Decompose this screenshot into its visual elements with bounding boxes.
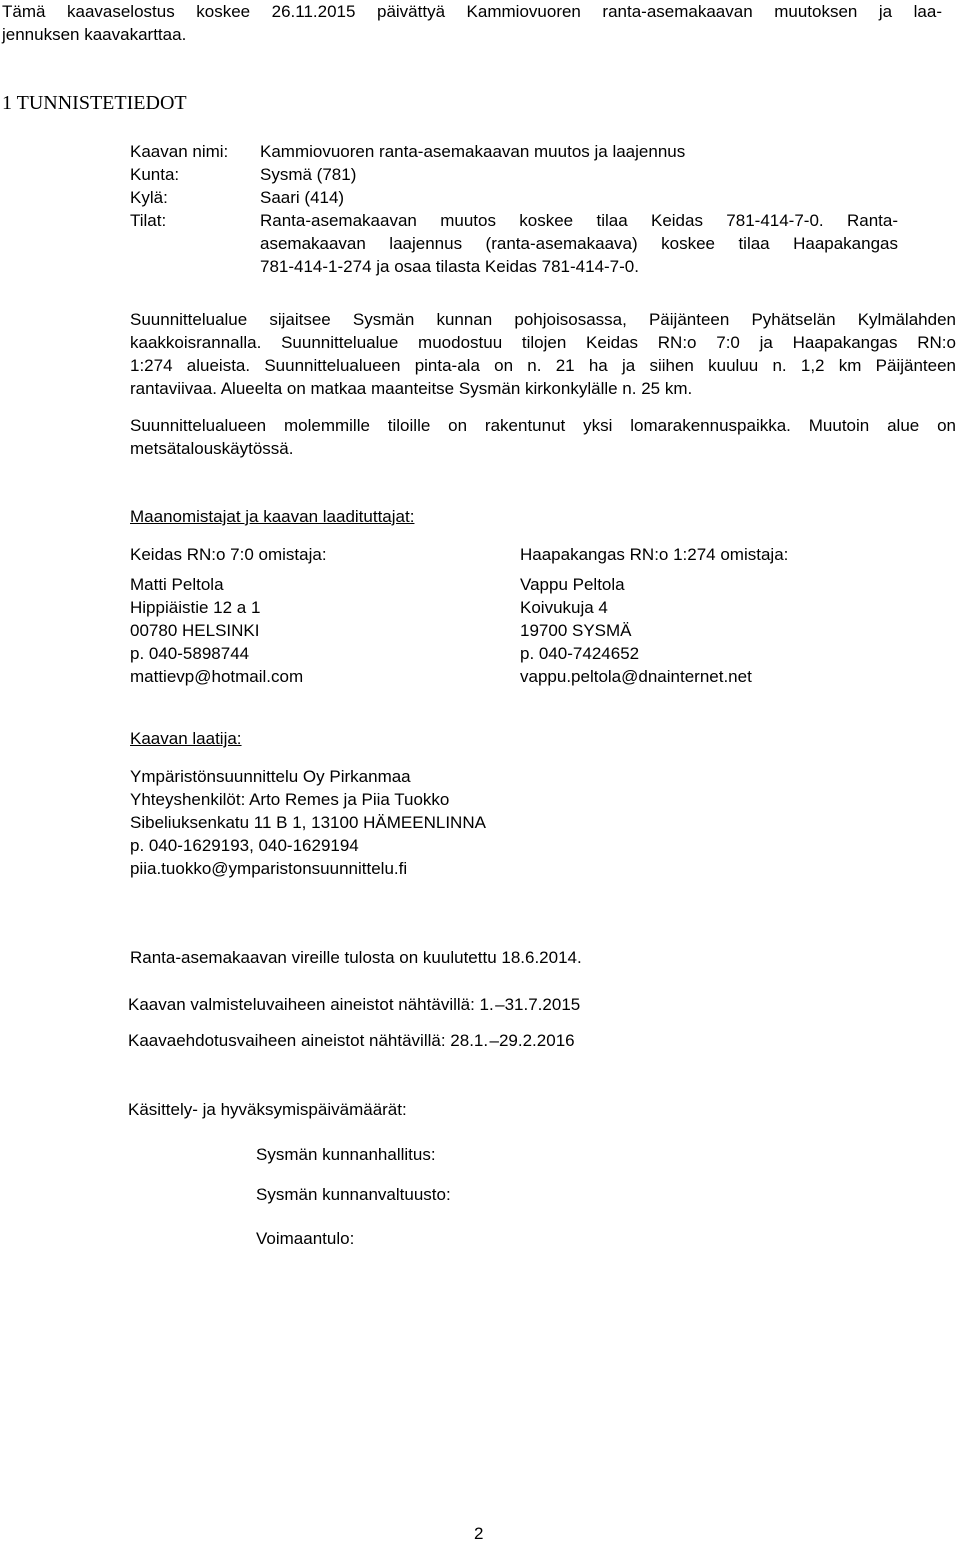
owners-heading: Maanomistajat ja kaavan laadituttajat: — [130, 507, 415, 526]
owner-left-email: mattievp@hotmail.com — [130, 667, 304, 686]
owner-right-phone: p. 040-7424652 — [520, 644, 640, 663]
ident-village-value: Saari (414) — [260, 188, 345, 207]
estates-line-2: asemakaavan laajennus (ranta-asemakaava) koskee tilaa Haapakangas — [260, 234, 898, 253]
ident-name-label: Kaavan nimi: — [130, 142, 229, 161]
author-email: piia.tuokko@ymparistonsuunnittelu.fi — [130, 859, 408, 878]
location-line-2: kaakkoisrannalla. Suunnittelualue muodostuu tilojen Keidas RN:o 7:0 ja Haapakangas RN:o — [130, 333, 956, 352]
owner-right-city: 19700 SYSMÄ — [520, 621, 632, 640]
section-heading: 1 TUNNISTETIEDOT — [2, 92, 187, 114]
location-line-3: 1:274 alueista. Suunnittelualueen pinta-ala on n. 21 ha ja siihen kuuluu n. 1,2 km Päijänteen — [130, 356, 956, 375]
estates-line-3: 781-414-1-274 ja osaa tilasta Keidas 781-414-7-0. — [260, 257, 639, 276]
author-phone: p. 040-1629193, 040-1629194 — [130, 836, 359, 855]
land-use-line-1: Suunnittelualueen molemmille tiloille on rakentunut yksi lomarakennuspaikka. Muutoin alue on — [130, 416, 956, 435]
approval-board: Sysmän kunnanhallitus: — [256, 1145, 436, 1164]
author-contacts: Yhteyshenkilöt: Arto Remes ja Piia Tuokko — [130, 790, 450, 809]
page-number: 2 — [474, 1524, 484, 1543]
owner-left-name: Matti Peltola — [130, 575, 224, 594]
estates-line-1: Ranta-asemakaavan muutos koskee tilaa Keidas 781-414-7-0. Ranta- — [260, 211, 898, 230]
ident-municipality-value: Sysmä (781) — [260, 165, 357, 184]
location-paragraph — [130, 308, 956, 400]
owner-right-email: vappu.peltola@dnainternet.net — [520, 667, 752, 686]
ident-name-value: Kammiovuoren ranta-asemakaavan muutos ja laajennus — [260, 142, 686, 161]
owner-right-title: Haapakangas RN:o 1:274 omistaja: — [520, 545, 789, 564]
author-company: Ympäristönsuunnittelu Oy Pirkanmaa — [130, 767, 411, 786]
location-line-1: Suunnittelualue sijaitsee Sysmän kunnan pohjoisosassa, Päijänteen Pyhätselän Kylmälahden — [130, 310, 956, 329]
land-use-line-2: metsätalouskäytössä. — [130, 439, 294, 458]
intro-paragraph — [2, 0, 942, 46]
ident-municipality-label: Kunta: — [130, 165, 180, 184]
process-announced: Ranta-asemakaavan vireille tulosta on kuulutettu 18.6.2014. — [130, 948, 582, 967]
intro-line-1: Tämä kaavaselostus koskee 26.11.2015 päivättyä Kammiovuoren ranta-asemakaavan muutoksen ja laa- — [2, 2, 942, 21]
process-proposal: Kaavaehdotusvaiheen aineistot nähtävillä: 28.1. –29.2.2016 — [128, 1031, 575, 1050]
approval-council: Sysmän kunnanvaltuusto: — [256, 1185, 451, 1204]
location-line-4: rantaviivaa. Alueelta on matkaa maanteitse Sysmän kirkonkylälle n. 25 km. — [130, 379, 693, 398]
land-use-paragraph — [130, 414, 956, 460]
owner-right-street: Koivukuja 4 — [520, 598, 608, 617]
owner-right-name: Vappu Peltola — [520, 575, 625, 594]
owner-left-phone: p. 040-5898744 — [130, 644, 250, 663]
owner-left-city: 00780 HELSINKI — [130, 621, 260, 640]
approval-effective: Voimaantulo: — [256, 1229, 355, 1248]
owner-left-street: Hippiäistie 12 a 1 — [130, 598, 261, 617]
ident-estates-label: Tilat: — [130, 211, 167, 230]
process-preparation: Kaavan valmisteluvaiheen aineistot nähtävillä: 1. –31.7.2015 — [128, 995, 581, 1014]
author-heading: Kaavan laatija: — [130, 729, 242, 748]
owner-left-title: Keidas RN:o 7:0 omistaja: — [130, 545, 327, 564]
author-address: Sibeliuksenkatu 11 B 1, 13100 HÄMEENLINNA — [130, 813, 486, 832]
ident-estates-value — [260, 209, 898, 278]
intro-line-2: jennuksen kaavakarttaa. — [2, 25, 187, 44]
ident-village-label: Kylä: — [130, 188, 168, 207]
approval-heading: Käsittely- ja hyväksymispäivämäärät: — [128, 1100, 407, 1119]
